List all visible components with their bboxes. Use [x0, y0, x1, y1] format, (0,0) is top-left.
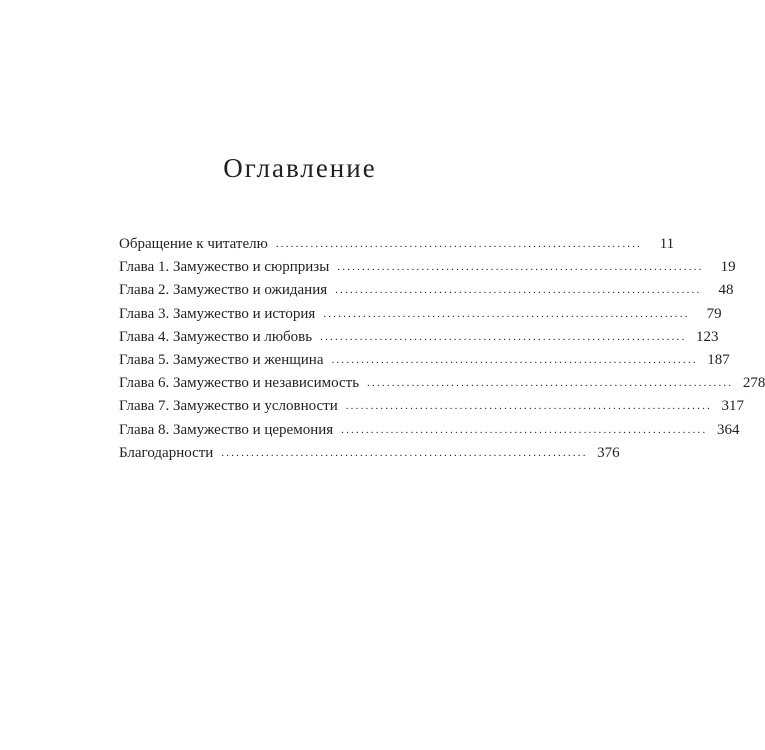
- toc-entry-label: Глава 5. Замужество и женщина: [119, 351, 324, 368]
- toc-leader-dots: ..........................................................................: [337, 261, 704, 274]
- toc-entry-label: Глава 7. Замужество и условности: [119, 398, 338, 415]
- toc-entry-label: Глава 3. Замужество и история: [119, 305, 316, 322]
- toc-entry-page: 11: [659, 236, 675, 252]
- toc-entry: [119, 256, 736, 279]
- toc-leader-dots: ..........................................................................: [323, 307, 690, 320]
- toc-entry-label: Обращение к читателю: [119, 236, 268, 252]
- toc-leader-dots: ..........................................................................: [367, 377, 734, 390]
- toc-entry: [119, 395, 745, 418]
- toc-entry: [119, 303, 722, 326]
- toc-entry: [119, 372, 765, 395]
- toc-leader-dots: ..........................................................................: [320, 330, 687, 343]
- toc-leader-dots: ..........................................................................: [275, 238, 643, 250]
- toc-entry: [119, 233, 675, 256]
- toc-leader-dots: ..........................................................................: [331, 353, 698, 366]
- toc-entry-label: Глава 2. Замужество и ожидания: [119, 282, 328, 299]
- toc-entry-label: Глава 1. Замужество и сюрпризы: [119, 259, 330, 276]
- toc-entry-page: 364: [716, 421, 740, 438]
- toc-entry-page: 48: [718, 282, 734, 299]
- page-title: Оглавление: [223, 153, 377, 183]
- toc-entry-page: 123: [695, 328, 719, 345]
- toc-entry-page: 79: [706, 305, 722, 322]
- toc-leader-dots: ..........................................................................: [221, 446, 588, 459]
- toc-entry-page: 376: [597, 444, 620, 461]
- toc-leader-dots: ..........................................................................: [335, 284, 702, 297]
- toc-entry: [119, 442, 620, 465]
- toc-entry-label: Глава 4. Замужество и любовь: [119, 328, 313, 345]
- toc-entry-label: Благодарности: [119, 444, 214, 461]
- table-of-contents: [119, 233, 765, 465]
- toc-entry-page: 19: [720, 259, 736, 276]
- toc-entry-page: 317: [721, 398, 745, 415]
- toc-entry: [119, 279, 734, 302]
- toc-entry-page: 278: [742, 375, 765, 392]
- toc-leader-dots: ..........................................................................: [341, 423, 708, 436]
- toc-entry-label: Глава 6. Замужество и независимость: [119, 375, 360, 392]
- toc-entry-label: Глава 8. Замужество и церемония: [119, 421, 334, 438]
- toc-entry: [119, 349, 730, 372]
- toc-entry-page: 187: [707, 351, 730, 368]
- toc-leader-dots: ..........................................................................: [345, 400, 713, 413]
- toc-entry: [119, 326, 719, 349]
- toc-entry: [119, 419, 740, 442]
